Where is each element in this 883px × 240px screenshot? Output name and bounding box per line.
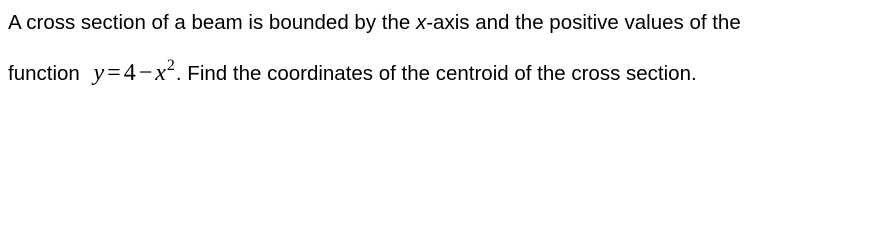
equation-equals-sign: = — [107, 60, 121, 86]
line2-text-after: . Find the coordinates of the centroid of the cross section. — [175, 62, 697, 85]
equation-lhs-y: y — [93, 60, 105, 86]
line1-text-after: -axis and the positive values of the — [426, 11, 741, 34]
line2-text-before: function — [8, 62, 86, 85]
equation-minus-sign: − — [138, 60, 153, 86]
line1-text-before: A cross section of a beam is bounded by the — [8, 11, 416, 34]
equation-variable-x: x — [155, 60, 166, 86]
function-equation — [93, 57, 175, 86]
problem-line-2 — [8, 57, 697, 87]
problem-line-1 — [8, 11, 741, 35]
equation-constant: 4 — [123, 60, 136, 86]
equation-exponent: 2 — [166, 57, 175, 74]
line1-variable-x: x — [415, 11, 427, 34]
